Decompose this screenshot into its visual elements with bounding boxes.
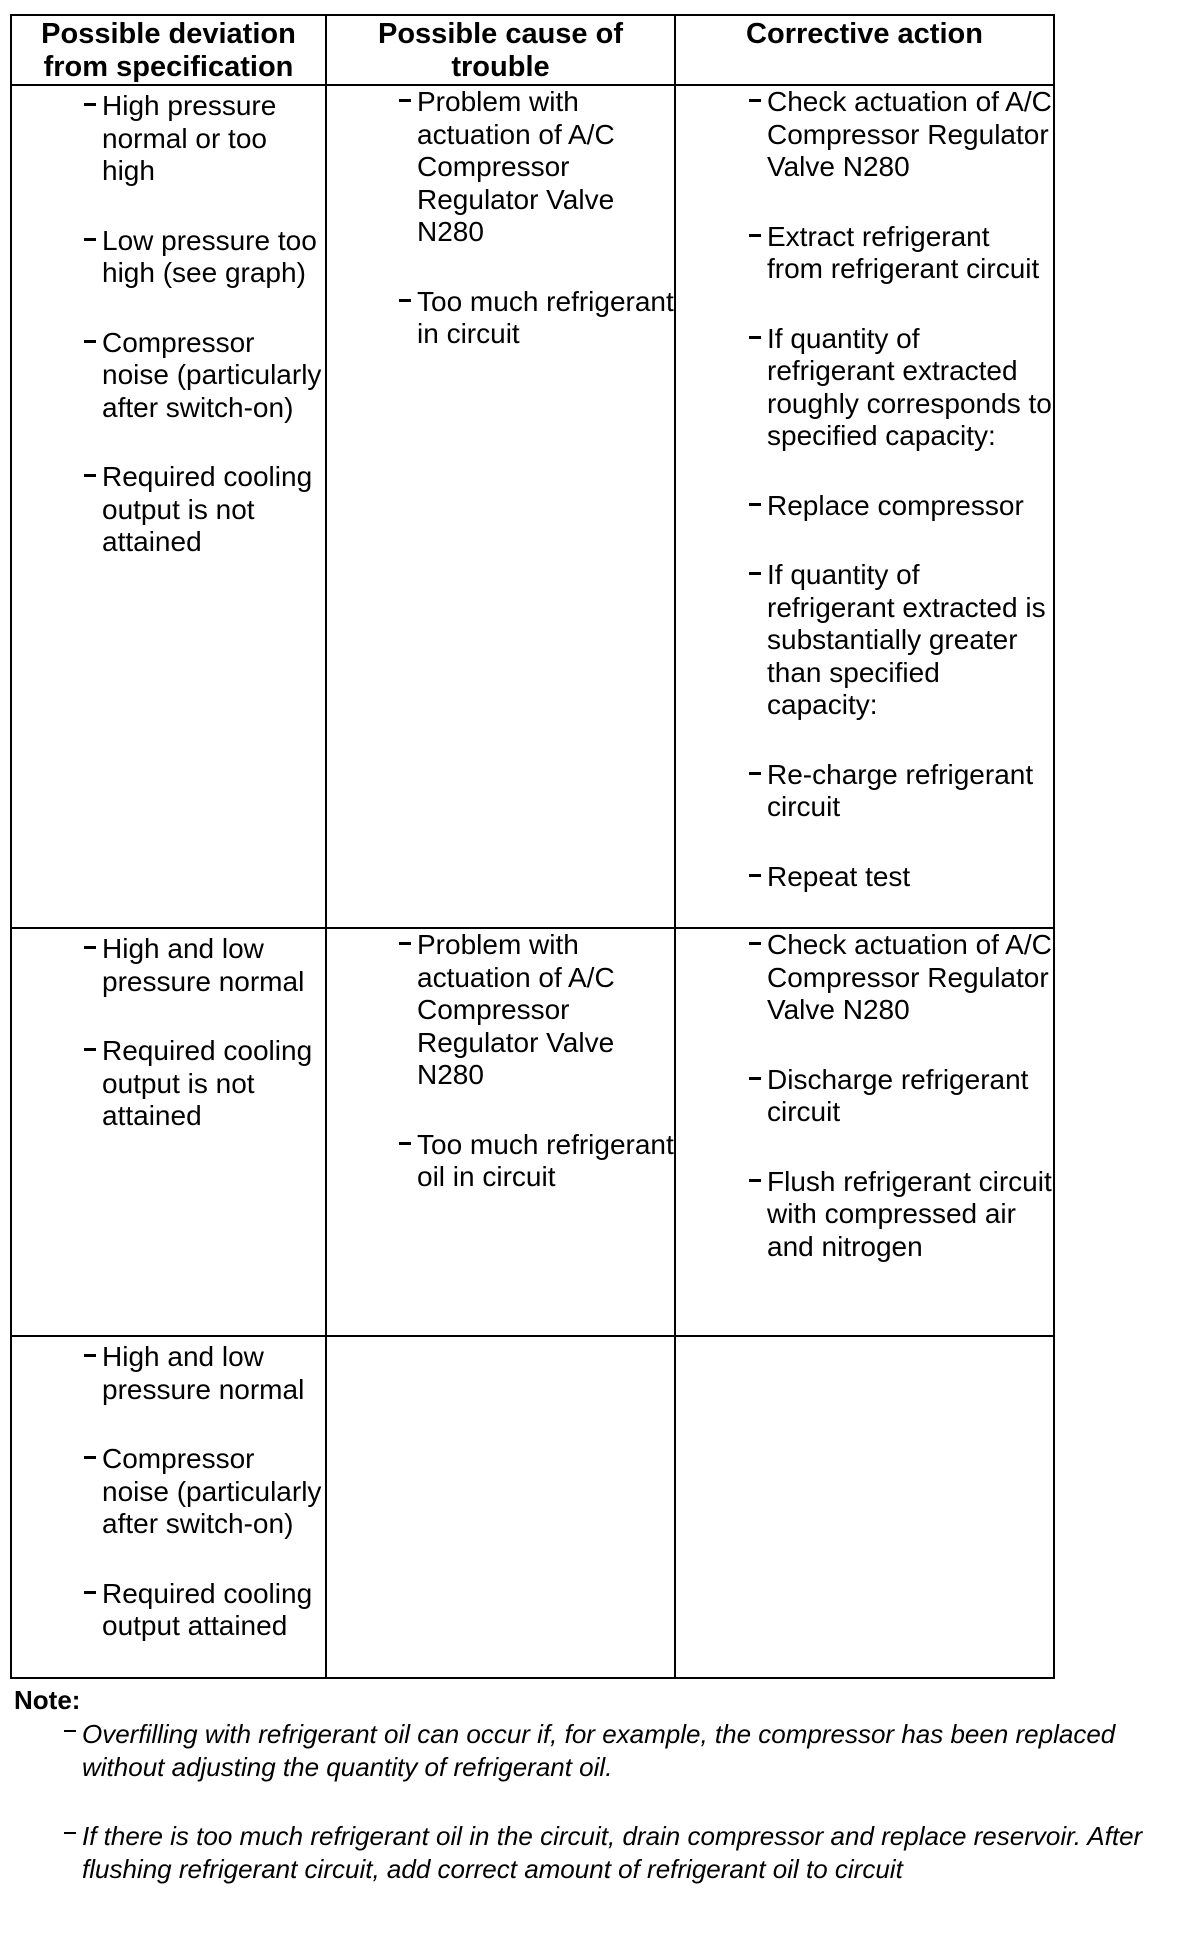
note-item: If there is too much refrigerant oil in the circuit, drain compressor and replace reservoir. After flushing refrigerant circuit, add correct amount of refrigerant oil to circuit bbox=[82, 1820, 1184, 1886]
list-item: Low pressure too high (see graph) bbox=[102, 225, 323, 290]
note-section bbox=[14, 1684, 1184, 1886]
note-item: Overfilling with refrigerant oil can occur if, for example, the compressor has been replaced without adjusting the quantity of refrigerant oil. bbox=[82, 1718, 1184, 1784]
list-item: Too much refrigerant oil in circuit bbox=[417, 1128, 674, 1192]
list-item: Replace compressor bbox=[767, 490, 1053, 523]
note-list bbox=[14, 1716, 1184, 1886]
deviation-cell bbox=[11, 928, 326, 1336]
list-item: Check actuation of A/C Compressor Regulator Valve N280 bbox=[767, 86, 1052, 182]
header-deviation: Possible deviation from specification bbox=[11, 15, 326, 85]
list-item: High and low pressure normal bbox=[102, 933, 323, 998]
list-item: Problem with actuation of A/C Compressor Regulator Valve N280 bbox=[417, 86, 674, 249]
cause-cell bbox=[326, 85, 675, 928]
action-list bbox=[676, 86, 1053, 893]
cause-cell-empty bbox=[326, 1336, 675, 1678]
table-row bbox=[11, 928, 1054, 1336]
deviation-list bbox=[12, 86, 325, 559]
action-cell bbox=[675, 85, 1054, 928]
deviation-list bbox=[12, 1337, 325, 1643]
table-row bbox=[11, 85, 1054, 928]
list-item: Extract refrigerant from refrigerant circuit bbox=[767, 221, 1053, 286]
table-row bbox=[11, 1336, 1054, 1678]
header-corrective-action: Corrective action bbox=[675, 15, 1054, 85]
list-item: Compressor noise (particularly after switch-on) bbox=[102, 1443, 322, 1539]
list-item: Discharge refrigerant circuit bbox=[767, 1064, 1053, 1129]
list-item: Check actuation of A/C Compressor Regulator Valve N280 bbox=[767, 929, 1052, 1025]
cause-list bbox=[327, 929, 674, 1194]
list-item: Required cooling output is not attained bbox=[102, 461, 323, 559]
deviation-cell bbox=[11, 85, 326, 928]
list-item: Flush refrigerant circuit with compressed air and nitrogen bbox=[767, 1165, 1052, 1262]
note-heading: Note: bbox=[14, 1685, 81, 1715]
action-cell-empty bbox=[675, 1336, 1054, 1678]
header-cause: Possible cause of trouble bbox=[326, 15, 675, 85]
list-item: If quantity of refrigerant extracted roughly corresponds to specified capacity: bbox=[767, 322, 1052, 451]
cause-cell bbox=[326, 928, 675, 1336]
list-item: High pressure normal or too high bbox=[102, 90, 323, 188]
list-item: Compressor noise (particularly after switch-on) bbox=[102, 326, 322, 423]
list-item: Repeat test bbox=[767, 861, 1053, 894]
list-item: High and low pressure normal bbox=[102, 1341, 323, 1406]
action-list bbox=[676, 929, 1053, 1263]
list-item: Required cooling output attained bbox=[102, 1578, 323, 1643]
list-item: Re-charge refrigerant circuit bbox=[767, 759, 1053, 824]
troubleshooting-table bbox=[10, 14, 1055, 1679]
list-item: Problem with actuation of A/C Compressor Regulator Valve N280 bbox=[417, 929, 674, 1092]
list-item: Too much refrigerant in circuit bbox=[417, 285, 674, 349]
list-item: If quantity of refrigerant extracted is substantially greater than specified capacity: bbox=[767, 559, 1053, 722]
list-item: Required cooling output is not attained bbox=[102, 1035, 323, 1133]
deviation-list bbox=[12, 929, 325, 1133]
deviation-cell bbox=[11, 1336, 326, 1678]
action-cell bbox=[675, 928, 1054, 1336]
table-header-row bbox=[11, 15, 1054, 85]
cause-list bbox=[327, 86, 674, 351]
